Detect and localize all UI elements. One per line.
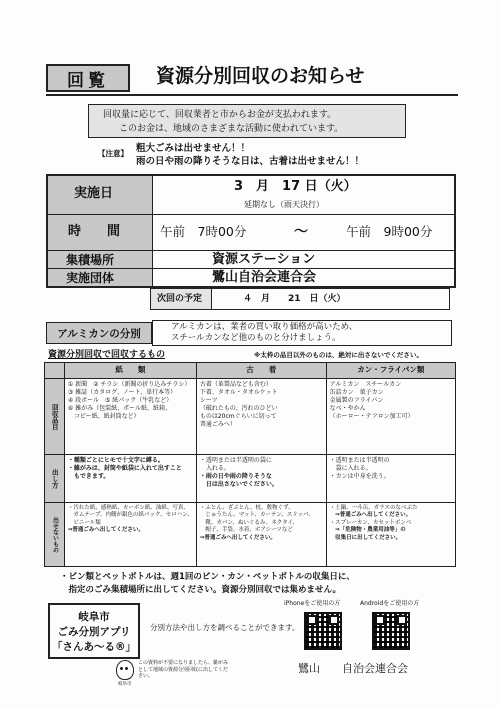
intro-line-2: このお金は、地域のさまざまな活動に使われています。 [119,124,344,134]
date-note: 延期なし（雨天決行） [244,200,324,209]
app-name: 「さんあ〜る®」 [52,640,136,653]
aluminum-label-box [46,322,152,344]
can-items: アルミカン スチールカン 缶詰カン 菓子カン 金属製のフライパン なべ・やかん （ホーロー・テフロン加工可） [326,379,455,455]
iphone-qr-code[interactable] [304,612,342,650]
collection-table [44,362,456,567]
android-label: Androidをご使用の方 [360,600,420,607]
intro-line-1: 回収量に応じて、回収業者と市からお金が支払われます。 [103,110,337,120]
mascot-name: 岐阜市 [118,682,132,687]
row-label-ng: 出せないもの [45,503,65,567]
app-city: 岐阜市 [78,610,110,623]
paper-ng: ・汚れた紙、感熱紙、カーボン紙、油紙、写真、 ガムテープ、内側が銀色の紙パック、セロハン、 ビニール類 ⇒普通ごみへ出してください。 [64,503,196,567]
clothes-howto: ・透明または半透明の袋に 入れる。 ・雨の日や雨の降りそうな 日は出さないでください。 [196,455,326,503]
place-label: 集積場所 [66,253,115,267]
can-ng: ・土鍋、一斗缶、ガラスのなべぶた ⇒普通ごみへ出してください。 ・スプレーカン、カセットボンベ ⇒「危険物・農業用油等」の 収集日に出してください。 [326,503,455,567]
page-title: 資源分別回収のお知らせ [156,65,365,87]
next-schedule-box [150,288,450,310]
header-paper: 紙 類 [64,363,196,379]
time-separator: 〜 [294,224,308,240]
aluminum-note-box [152,320,452,346]
footer-organization: 鷺山 自治会連合会 [298,662,408,675]
table-caption: 資源分別回収で回収するもの [48,350,166,360]
date-label: 実施日 [74,186,114,201]
org-value: 鷺山自治会連合会 [212,270,317,285]
aluminum-line-1: アルミカンは、業者の買い取り価格が高いため、 [171,322,358,332]
mascot-icon [116,660,134,680]
org-label: 実施団体 [66,271,115,285]
mascot-message: この資料が不要になりましたら、雑がみとして地域の資源分別回収に出してください。 [138,660,229,679]
notice-line-2: 雨の日や雨の降りそうな日は、古着は出せません！！ [136,156,365,167]
clothes-ng: ・ふとん、ざぶとん、枕、敷物ぐず、 じゅうたん、マット、カーテン、スリッパ、 靴、カバン、ぬいぐるみ、ネクタイ、 帽子、手袋、水着、ボアシーツなど ⇒普通ごみへ出してください。 [196,503,326,567]
header-cans: カン・フライパン類 [326,363,455,379]
row-label-items: 回収品目 [45,379,65,455]
table-caption-note: ※太枠の品目以外のものは、絶対に出さないでください。 [254,351,423,359]
next-label: 次回の予定 [157,294,203,304]
notice-line-1: 粗大ごみは出せません！！ [136,143,251,154]
row-label-howto: 出し方 [45,455,65,503]
circular-badge-label: 回覧 [67,70,109,91]
header-clothes: 古 着 [196,363,326,379]
paper-howto: ・種類ごとにヒモで十文字に縛る。 ・雑がみは、封筒や紙袋に入れて出すこと もできます。 [64,455,196,503]
notice-label: 【注意】 [98,149,128,158]
circular-badge [46,64,130,92]
iphone-label: iPhoneをご使用の方 [284,600,341,607]
app-title: ごみ分別アプリ [57,625,131,638]
time-end: 午前 9時00分 [346,224,433,239]
next-value: ４ 月 21 日（火） [243,294,346,304]
can-howto: ・透明または半透明の 袋に入れる。 ・カンは中身を洗う。 [326,455,455,503]
bottle-note-line-1: ・ビン類とペットボトルは、週1回のビン・カン・ペットボトルの収集日に、 [60,572,355,582]
title-underline [46,94,458,96]
intro-box [88,104,406,138]
android-qr-code[interactable] [372,612,410,650]
app-name-box [48,603,140,659]
time-label: 時 間 [68,224,121,239]
clothes-items: 古着（革製品なども含む） 下着、タオル・タオルケット シーツ （破れたもの、汚れのひどい ものは20cmぐらいに切って 普通ごみへ） [196,379,326,455]
date-value: 3 月 17 日（火） [234,179,357,194]
paper-items: ① 新聞 ② チラシ（新聞の折り込みチラシ） ③ 雑誌（カタログ、ノート、単行本等） ④ 段ボール ⑤ 紙パック（牛乳など） ⑥ 雑がみ（包装紙、ポール紙、紙箱、 コピー紙、紙封筒など） [64,379,196,455]
bottle-note-line-2: 指定のごみ集積場所に出してください。資源分別回収では集めません。 [60,585,342,595]
place-value: 資源ステーション [212,252,316,267]
aluminum-line-2: スチールカンなど他のものと分けましょう。 [171,333,341,343]
schedule-table [46,174,456,288]
time-start: 午前 7時00分 [160,224,247,239]
app-description: 分別方法や出し方を調べることができます。 [150,623,300,632]
aluminum-label: アルミカンの分別 [57,327,141,340]
